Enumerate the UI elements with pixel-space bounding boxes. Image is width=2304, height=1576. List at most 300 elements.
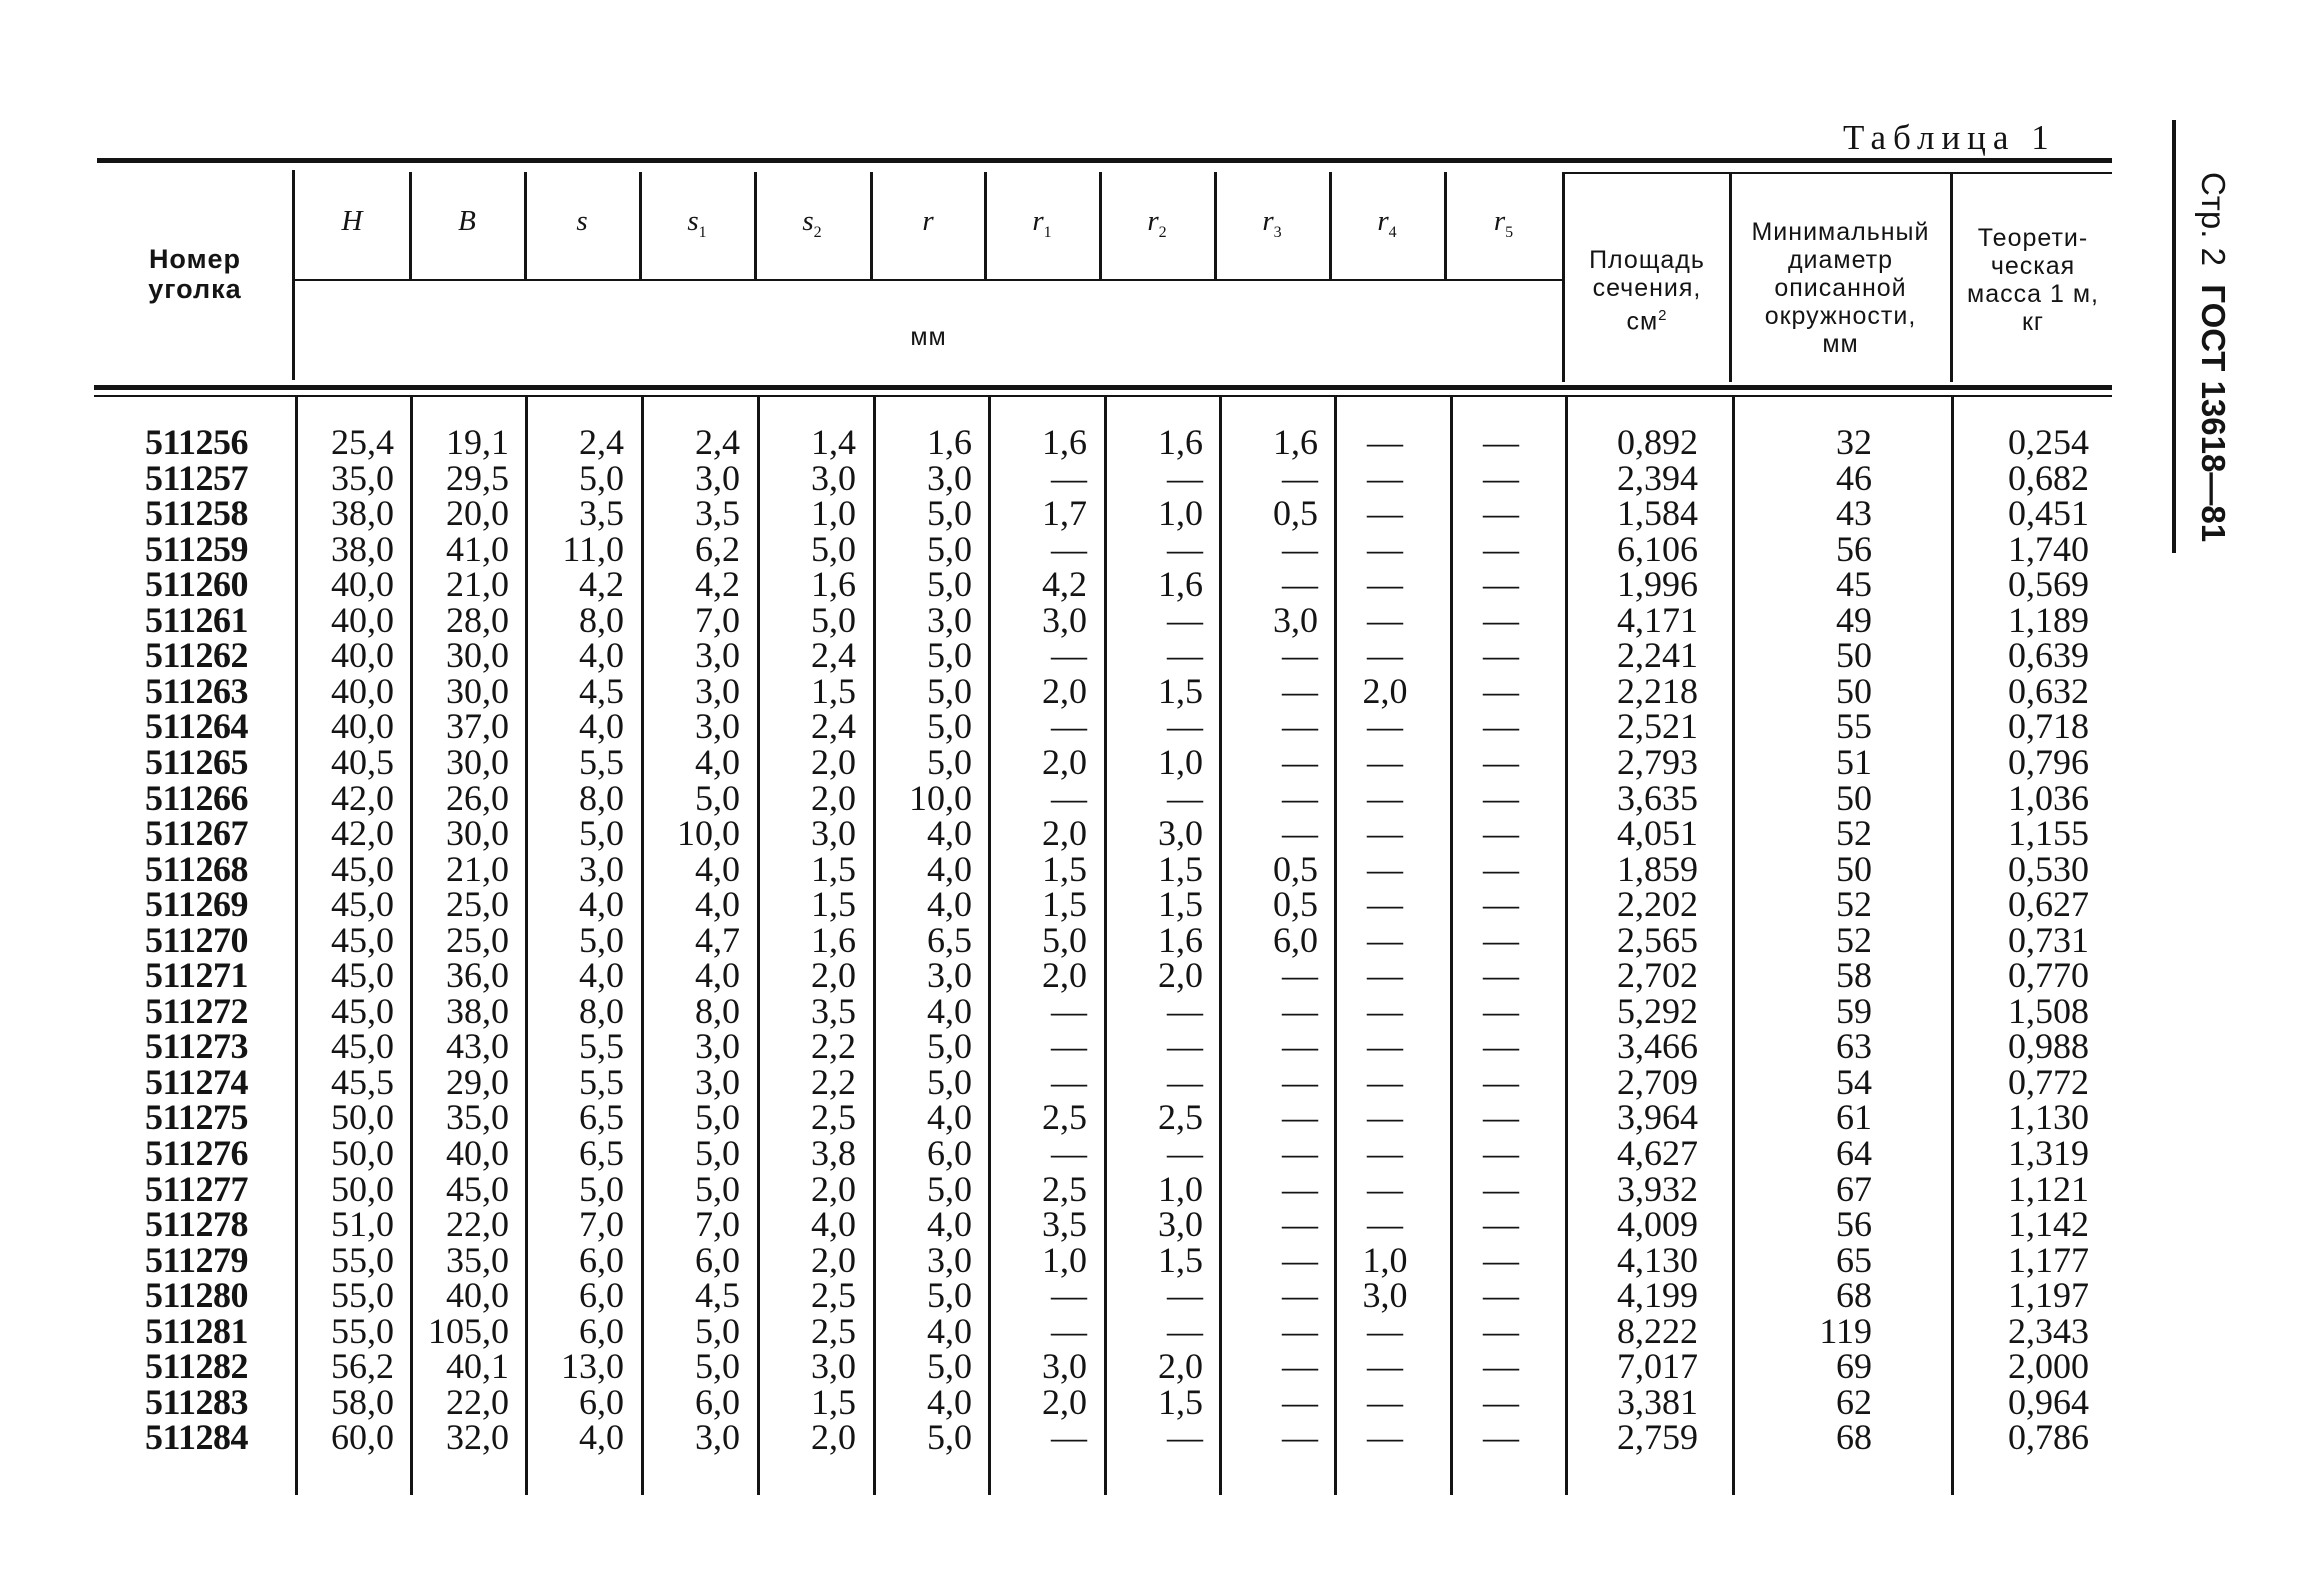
cell-r4: —	[1367, 422, 1403, 462]
cell-r2: —	[1167, 1310, 1203, 1351]
cell-r5: —	[1483, 706, 1519, 747]
cell-B: 19,1	[446, 422, 509, 462]
cell-angle-number: 511261	[144, 599, 248, 640]
cell-s2: 2,0	[811, 741, 856, 782]
cell-s1: 2,4	[695, 422, 740, 462]
cell-angle-number: 511278	[144, 1204, 248, 1245]
cell-angle-number: 511276	[144, 1133, 248, 1173]
cell-min-diameter: 59	[1836, 990, 1872, 1031]
cell-B: 38,0	[446, 990, 509, 1031]
cell-r: 4,0	[927, 813, 972, 854]
cell-area: 6,106	[1617, 528, 1698, 569]
cell-r4: —	[1367, 1168, 1403, 1209]
table-row	[0, 1275, 2304, 1316]
cell-r2: 1,0	[1158, 493, 1203, 534]
cell-angle-number: 511283	[144, 1381, 248, 1422]
cell-r5: —	[1483, 741, 1519, 782]
cell-min-diameter: 55	[1836, 706, 1872, 747]
table-row	[0, 990, 2304, 1031]
cell-r3: —	[1282, 635, 1318, 676]
cell-angle-number: 511281	[144, 1310, 248, 1351]
cell-angle-number: 511263	[144, 670, 248, 711]
cell-r: 5,0	[927, 741, 972, 782]
cell-s: 6,0	[579, 1381, 624, 1422]
cell-H: 55,0	[331, 1275, 394, 1316]
cell-s2: 2,2	[811, 1026, 856, 1067]
cell-r: 5,0	[927, 493, 972, 534]
table-row	[0, 635, 2304, 676]
cell-H: 45,0	[331, 990, 394, 1031]
cell-r: 5,0	[927, 670, 972, 711]
cell-mass: 0,796	[2008, 741, 2089, 782]
cell-s1: 3,0	[695, 670, 740, 711]
cell-r2: 2,5	[1158, 1097, 1203, 1138]
cell-mass: 0,639	[2008, 635, 2089, 676]
cell-s1: 3,5	[695, 493, 740, 534]
cell-area: 2,759	[1617, 1417, 1698, 1458]
cell-s2: 1,0	[811, 493, 856, 534]
table-row	[0, 528, 2304, 569]
cell-r1: 2,5	[1042, 1168, 1087, 1209]
cell-H: 55,0	[331, 1239, 394, 1280]
cell-H: 45,0	[331, 848, 394, 889]
cell-B: 40,1	[446, 1346, 509, 1387]
cell-s: 13,0	[561, 1346, 624, 1387]
cell-s2: 1,5	[811, 670, 856, 711]
cell-area: 1,584	[1617, 493, 1698, 534]
cell-s1: 5,0	[695, 1310, 740, 1351]
cell-r1: 3,5	[1042, 1204, 1087, 1245]
cell-r2: 1,5	[1158, 670, 1203, 711]
cell-r3: —	[1282, 1168, 1318, 1209]
cell-r2: —	[1167, 1061, 1203, 1102]
cell-s2: 1,5	[811, 884, 856, 925]
cell-s1: 3,0	[695, 1417, 740, 1458]
cell-area: 4,199	[1617, 1275, 1698, 1316]
cell-B: 40,0	[446, 1133, 509, 1173]
cell-B: 22,0	[446, 1204, 509, 1245]
cell-r3: —	[1282, 1133, 1318, 1173]
cell-B: 28,0	[446, 599, 509, 640]
cell-r2: 1,5	[1158, 1239, 1203, 1280]
cell-r3: —	[1282, 528, 1318, 569]
cell-s: 4,5	[579, 670, 624, 711]
cell-area: 0,892	[1617, 422, 1698, 462]
cell-r: 1,6	[927, 422, 972, 462]
cell-area: 8,222	[1617, 1310, 1698, 1351]
cell-B: 40,0	[446, 1275, 509, 1316]
cell-s2: 2,4	[811, 635, 856, 676]
cell-r1: 1,5	[1042, 884, 1087, 925]
cell-area: 3,932	[1617, 1168, 1698, 1209]
cell-r1: —	[1051, 706, 1087, 747]
cell-s2: 2,5	[811, 1275, 856, 1316]
cell-r4: —	[1367, 1346, 1403, 1387]
cell-H: 40,0	[331, 706, 394, 747]
cell-r3: —	[1282, 777, 1318, 818]
cell-r: 5,0	[927, 1026, 972, 1067]
cell-r5: —	[1483, 1061, 1519, 1102]
cell-r2: —	[1167, 599, 1203, 640]
cell-r3: 1,6	[1273, 422, 1318, 462]
header-symbol-r4: $r_4$	[1377, 205, 1397, 241]
cell-s: 5,0	[579, 813, 624, 854]
cell-r1: 1,5	[1042, 848, 1087, 889]
cell-r1: —	[1051, 1026, 1087, 1067]
cell-r: 4,0	[927, 848, 972, 889]
cell-H: 38,0	[331, 493, 394, 534]
cell-r3: —	[1282, 1097, 1318, 1138]
cell-s: 4,2	[579, 564, 624, 605]
cell-r4: —	[1367, 457, 1403, 498]
cell-min-diameter: 32	[1836, 422, 1872, 462]
header-diameter-line: описанной	[1774, 274, 1907, 302]
cell-s2: 1,6	[811, 919, 856, 960]
cell-H: 58,0	[331, 1381, 394, 1422]
cell-r: 4,0	[927, 1310, 972, 1351]
cell-area: 4,627	[1617, 1133, 1698, 1173]
table-row	[0, 955, 2304, 996]
header-symbol-r2: $r_2$	[1147, 205, 1167, 241]
cell-r2: 1,0	[1158, 741, 1203, 782]
cell-s: 3,0	[579, 848, 624, 889]
cell-s1: 3,0	[695, 706, 740, 747]
cell-r2: 3,0	[1158, 1204, 1203, 1245]
cell-s1: 3,0	[695, 1026, 740, 1067]
col-divider	[292, 170, 295, 380]
cell-mass: 0,718	[2008, 706, 2089, 747]
cell-r2: —	[1167, 1275, 1203, 1316]
cell-r5: —	[1483, 1346, 1519, 1387]
cell-r4: —	[1367, 741, 1403, 782]
cell-r: 5,0	[927, 635, 972, 676]
cell-min-diameter: 65	[1836, 1239, 1872, 1280]
table-row	[0, 564, 2304, 605]
cell-r5: —	[1483, 457, 1519, 498]
cell-s: 5,0	[579, 457, 624, 498]
header-bottom-rule	[94, 385, 2112, 390]
cell-min-diameter: 62	[1836, 1381, 1872, 1422]
cell-area: 2,793	[1617, 741, 1698, 782]
cell-s: 5,0	[579, 919, 624, 960]
cell-mass: 1,155	[2008, 813, 2089, 854]
header-number-line: уголка	[148, 274, 242, 304]
cell-s2: 3,5	[811, 990, 856, 1031]
cell-r5: —	[1483, 1168, 1519, 1209]
table-row	[0, 599, 2304, 640]
cell-B: 45,0	[446, 1168, 509, 1209]
cell-r: 5,0	[927, 528, 972, 569]
cell-H: 60,0	[331, 1417, 394, 1458]
cell-r: 5,0	[927, 1346, 972, 1387]
cell-r1: —	[1051, 1061, 1087, 1102]
cell-min-diameter: 64	[1836, 1133, 1872, 1173]
cell-mass: 0,632	[2008, 670, 2089, 711]
cell-r4: —	[1367, 955, 1403, 996]
cell-B: 30,0	[446, 670, 509, 711]
cell-H: 25,4	[331, 422, 394, 462]
cell-area: 4,171	[1617, 599, 1698, 640]
cell-r4: —	[1367, 1204, 1403, 1245]
cell-r1: —	[1051, 1417, 1087, 1458]
cell-s1: 5,0	[695, 1133, 740, 1173]
cell-area: 3,964	[1617, 1097, 1698, 1138]
table-row	[0, 884, 2304, 925]
cell-r5: —	[1483, 528, 1519, 569]
cell-s1: 5,0	[695, 1097, 740, 1138]
cell-angle-number: 511272	[144, 990, 248, 1031]
cell-angle-number: 511279	[144, 1239, 248, 1280]
cell-r1: —	[1051, 777, 1087, 818]
cell-min-diameter: 50	[1836, 635, 1872, 676]
cell-s1: 6,0	[695, 1239, 740, 1280]
cell-r: 5,0	[927, 1061, 972, 1102]
cell-mass: 0,772	[2008, 1061, 2089, 1102]
cell-mass: 1,740	[2008, 528, 2089, 569]
cell-min-diameter: 54	[1836, 1061, 1872, 1102]
cell-r4: —	[1367, 1381, 1403, 1422]
table-caption: Таблица 1	[1843, 118, 2056, 157]
page-number: Стр. 2	[2195, 171, 2232, 266]
cell-B: 35,0	[446, 1239, 509, 1280]
cell-r2: 1,0	[1158, 1168, 1203, 1209]
cell-r1: 1,7	[1042, 493, 1087, 534]
cell-H: 50,0	[331, 1097, 394, 1138]
cell-r1: 2,0	[1042, 741, 1087, 782]
cell-s: 4,0	[579, 1417, 624, 1458]
cell-s2: 3,0	[811, 813, 856, 854]
cell-r4: —	[1367, 1097, 1403, 1138]
cell-r4: —	[1367, 1061, 1403, 1102]
cell-H: 42,0	[331, 813, 394, 854]
cell-s1: 3,0	[695, 457, 740, 498]
header-diameter-line: диаметр	[1787, 246, 1894, 274]
cell-s1: 10,0	[677, 813, 740, 854]
header-symbol-H: H	[341, 205, 363, 237]
cell-r5: —	[1483, 884, 1519, 925]
cell-H: 50,0	[331, 1133, 394, 1173]
cell-angle-number: 511274	[144, 1061, 248, 1102]
cell-r2: 1,6	[1158, 919, 1203, 960]
cell-r4: —	[1367, 1417, 1403, 1458]
cell-mass: 2,343	[2008, 1310, 2089, 1351]
header-diameter-line: Минимальный	[1751, 218, 1930, 246]
cell-s2: 2,0	[811, 777, 856, 818]
cell-r2: —	[1167, 1417, 1203, 1458]
cell-r2: 1,5	[1158, 884, 1203, 925]
cell-mass: 1,142	[2008, 1204, 2089, 1245]
cell-r1: —	[1051, 1310, 1087, 1351]
cell-min-diameter: 52	[1836, 884, 1872, 925]
cell-r1: —	[1051, 1133, 1087, 1173]
cell-s2: 5,0	[811, 528, 856, 569]
header-mass-line: ческая	[1990, 252, 2076, 280]
cell-r1: 2,0	[1042, 813, 1087, 854]
cell-r3: —	[1282, 955, 1318, 996]
cell-min-diameter: 50	[1836, 777, 1872, 818]
table-row	[0, 1204, 2304, 1245]
cell-B: 26,0	[446, 777, 509, 818]
header-number	[100, 244, 290, 304]
table-row	[0, 1381, 2304, 1422]
cell-r3: —	[1282, 1310, 1318, 1351]
cell-s1: 4,0	[695, 955, 740, 996]
cell-B: 41,0	[446, 528, 509, 569]
cell-s: 7,0	[579, 1204, 624, 1245]
cell-s2: 2,4	[811, 706, 856, 747]
cell-r4: —	[1367, 1310, 1403, 1351]
cell-s1: 7,0	[695, 599, 740, 640]
cell-s1: 5,0	[695, 777, 740, 818]
cell-B: 21,0	[446, 564, 509, 605]
cell-s2: 1,6	[811, 564, 856, 605]
table-row	[0, 1135, 2304, 1171]
cell-r3: —	[1282, 457, 1318, 498]
cell-B: 30,0	[446, 813, 509, 854]
cell-s2: 5,0	[811, 599, 856, 640]
cell-s2: 1,5	[811, 1381, 856, 1422]
cell-area: 4,051	[1617, 813, 1698, 854]
cell-min-diameter: 68	[1836, 1275, 1872, 1316]
cell-s2: 2,0	[811, 1239, 856, 1280]
cell-s: 4,0	[579, 884, 624, 925]
cell-mass: 2,000	[2008, 1346, 2089, 1387]
cell-s1: 8,0	[695, 990, 740, 1031]
cell-H: 38,0	[331, 528, 394, 569]
cell-r3: —	[1282, 813, 1318, 854]
cell-H: 51,0	[331, 1204, 394, 1245]
cell-s2: 1,5	[811, 848, 856, 889]
cell-angle-number: 511269	[144, 884, 248, 925]
cell-s1: 6,0	[695, 1381, 740, 1422]
header-area-line: Площадь	[1589, 246, 1705, 274]
cell-s: 5,5	[579, 741, 624, 782]
cell-s: 6,5	[579, 1097, 624, 1138]
cell-r4: —	[1367, 493, 1403, 534]
cell-s2: 2,5	[811, 1310, 856, 1351]
cell-B: 20,0	[446, 493, 509, 534]
cell-r4: —	[1367, 599, 1403, 640]
table-row	[0, 1417, 2304, 1458]
cell-H: 40,0	[331, 564, 394, 605]
cell-r4: —	[1367, 777, 1403, 818]
cell-r4: 1,0	[1362, 1239, 1408, 1280]
cell-r3: —	[1282, 1275, 1318, 1316]
cell-angle-number: 511271	[144, 955, 248, 996]
cell-r4: —	[1367, 635, 1403, 676]
cell-area: 2,218	[1617, 670, 1698, 711]
cell-mass: 0,786	[2008, 1417, 2089, 1458]
cell-H: 45,0	[331, 884, 394, 925]
cell-H: 56,2	[331, 1346, 394, 1387]
header-area	[1566, 246, 1728, 335]
header-mass	[1953, 224, 2113, 336]
cell-s: 5,5	[579, 1061, 624, 1102]
cell-r2: —	[1167, 1133, 1203, 1173]
cell-area: 2,702	[1617, 955, 1698, 996]
cell-r4: —	[1367, 919, 1403, 960]
cell-mass: 1,177	[2008, 1239, 2089, 1280]
cell-r2: —	[1167, 706, 1203, 747]
header-number-line: Номер	[148, 244, 242, 274]
cell-r: 6,0	[927, 1133, 972, 1173]
cell-mass: 0,627	[2008, 884, 2089, 925]
cell-r2: —	[1167, 635, 1203, 676]
right-header-top-rule	[1565, 172, 2112, 174]
cell-H: 40,0	[331, 599, 394, 640]
cell-s1: 5,0	[695, 1168, 740, 1209]
cell-r1: —	[1051, 990, 1087, 1031]
cell-H: 50,0	[331, 1168, 394, 1209]
cell-r4: —	[1367, 1133, 1403, 1173]
cell-r3: —	[1282, 706, 1318, 747]
table-row	[0, 919, 2304, 960]
cell-mass: 0,254	[2008, 422, 2089, 462]
cell-r1: 3,0	[1042, 1346, 1087, 1387]
cell-s: 4,0	[579, 635, 624, 676]
cell-r: 4,0	[927, 1097, 972, 1138]
cell-r5: —	[1483, 422, 1519, 462]
cell-r3: 0,5	[1273, 493, 1318, 534]
cell-s: 5,5	[579, 1026, 624, 1067]
cell-min-diameter: 67	[1836, 1168, 1872, 1209]
cell-min-diameter: 46	[1836, 457, 1872, 498]
cell-s1: 3,0	[695, 635, 740, 676]
cell-r3: —	[1282, 741, 1318, 782]
cell-min-diameter: 51	[1836, 741, 1872, 782]
header-symbol-s: s	[576, 205, 588, 237]
table-row	[0, 1097, 2304, 1138]
cell-r4: —	[1367, 884, 1403, 925]
cell-r5: —	[1483, 599, 1519, 640]
cell-r5: —	[1483, 919, 1519, 960]
table-row	[0, 706, 2304, 747]
cell-r1: 1,0	[1042, 1239, 1087, 1280]
table-row	[0, 1346, 2304, 1387]
cell-r: 3,0	[927, 599, 972, 640]
cell-area: 2,521	[1617, 706, 1698, 747]
cell-s2: 2,0	[811, 955, 856, 996]
cell-s: 4,0	[579, 706, 624, 747]
header-area-line: сечения,	[1592, 274, 1702, 302]
col-divider	[1562, 172, 1565, 382]
cell-r3: —	[1282, 564, 1318, 605]
cell-r2: 3,0	[1158, 813, 1203, 854]
cell-r5: —	[1483, 1275, 1519, 1316]
table-row	[0, 1061, 2304, 1102]
cell-r5: —	[1483, 777, 1519, 818]
cell-H: 45,0	[331, 955, 394, 996]
cell-r2: —	[1167, 457, 1203, 498]
cell-angle-number: 511265	[144, 741, 248, 782]
header-symbol-r1: $r_1$	[1032, 205, 1052, 241]
cell-r5: —	[1483, 1310, 1519, 1351]
cell-s1: 4,5	[695, 1275, 740, 1316]
table-row	[0, 1239, 2304, 1280]
cell-B: 43,0	[446, 1026, 509, 1067]
table-row	[0, 1168, 2304, 1209]
cell-r4: 2,0	[1362, 670, 1408, 711]
cell-s: 6,5	[579, 1133, 624, 1173]
cell-area: 2,394	[1617, 457, 1698, 498]
header-diameter-line: окружности,	[1764, 302, 1917, 330]
cell-angle-number: 511268	[144, 848, 248, 889]
cell-min-diameter: 43	[1836, 493, 1872, 534]
cell-H: 40,0	[331, 635, 394, 676]
cell-r5: —	[1483, 1239, 1519, 1280]
cell-angle-number: 511257	[144, 457, 248, 498]
cell-angle-number: 511270	[144, 919, 248, 960]
